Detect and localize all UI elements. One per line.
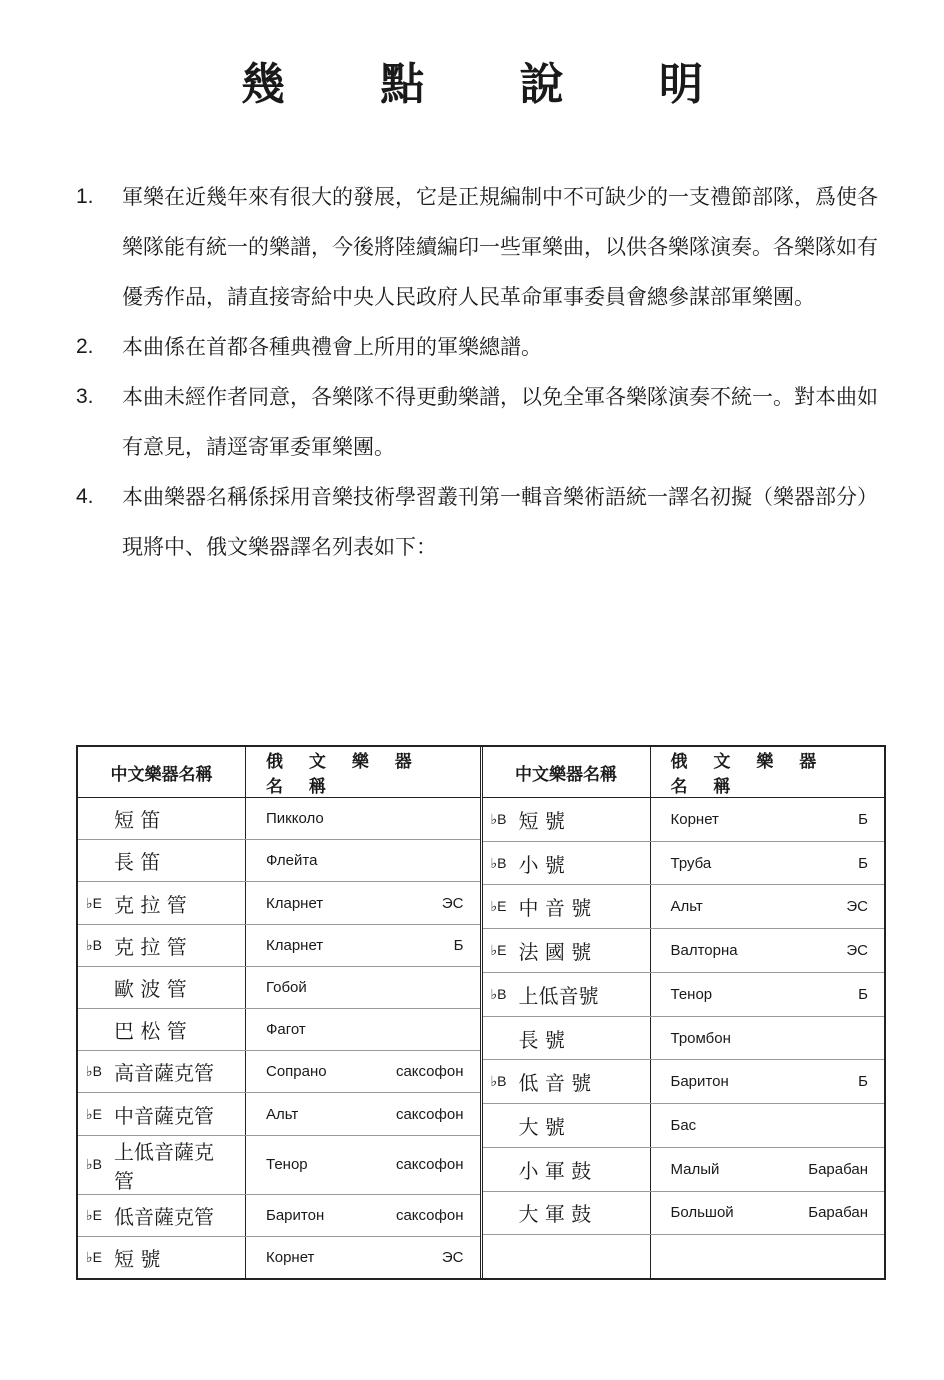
chinese-instrument-name: 法 國 號 bbox=[518, 940, 592, 965]
chinese-instrument-name: 小 軍 鼓 bbox=[518, 1158, 592, 1183]
key-label: ♭B bbox=[86, 936, 102, 953]
russian-instrument-cell bbox=[246, 967, 480, 1008]
note-number: 3. bbox=[76, 385, 94, 408]
russian-instrument-name: Корнет bbox=[670, 810, 719, 828]
chinese-instrument-name: 中音薩克管 bbox=[114, 1103, 214, 1128]
russian-instrument-cell bbox=[651, 929, 885, 972]
chinese-instrument-cell bbox=[483, 929, 651, 972]
key-label: ♭B bbox=[490, 1073, 507, 1090]
table-row bbox=[483, 1104, 885, 1148]
russian-instrument-cell bbox=[246, 1051, 480, 1092]
note-text: 軍樂在近幾年來有很大的發展，它是正規編制中不可缺少的一支禮節部隊，爲使各樂隊能有統一的樂譜，今後將陸續編印一些軍樂曲，以供各樂隊演奏。各樂隊如有優秀作品，請直接寄給中央人民政府人民革命軍事委員會總參謀部軍樂團。 bbox=[122, 185, 878, 309]
table-row bbox=[78, 1009, 480, 1051]
russian-instrument-name: Кларнет bbox=[266, 936, 324, 954]
note-item bbox=[70, 472, 890, 572]
russian-instrument-qualifier: саксофон bbox=[395, 1105, 464, 1123]
table-header-row bbox=[78, 747, 480, 798]
table-row bbox=[78, 1093, 480, 1135]
chinese-instrument-cell bbox=[78, 882, 246, 923]
russian-instrument-name: Бас bbox=[670, 1117, 697, 1134]
note-text: 本曲未經作者同意，各樂隊不得更動樂譜，以免全軍各樂隊演奏不統一。對本曲如有意見，請逕寄軍委軍樂團。 bbox=[122, 385, 878, 459]
table-left-half bbox=[78, 747, 483, 1278]
table-row bbox=[78, 798, 480, 840]
chinese-instrument-name: 高音薩克管 bbox=[114, 1061, 214, 1086]
russian-instrument-qualifier: саксофон bbox=[395, 1156, 464, 1174]
chinese-instrument-cell bbox=[483, 1148, 651, 1191]
key-label: ♭B bbox=[490, 854, 507, 871]
russian-instrument-cell bbox=[246, 1136, 480, 1194]
chinese-instrument-name: 大 軍 鼓 bbox=[518, 1202, 592, 1227]
header-chinese-name: 中文樂器名稱 bbox=[78, 747, 246, 797]
chinese-instrument-cell bbox=[78, 840, 246, 881]
russian-instrument-qualifier: Барабан bbox=[808, 1204, 868, 1222]
note-number: 4. bbox=[76, 485, 94, 508]
note-text: 本曲樂器名稱係採用音樂技術學習叢刊第一輯音樂術語統一譯名初擬（樂器部分）現將中、俄文樂器譯名列表如下： bbox=[122, 485, 878, 559]
table-row bbox=[483, 885, 885, 929]
russian-instrument-cell bbox=[246, 1009, 480, 1050]
key-label: ♭E bbox=[86, 1105, 102, 1122]
russian-instrument-cell bbox=[246, 925, 480, 966]
chinese-instrument-cell bbox=[483, 1192, 651, 1235]
russian-instrument-name: Труба bbox=[670, 854, 712, 872]
russian-instrument-cell bbox=[246, 798, 480, 839]
header-chinese-name: 中文樂器名稱 bbox=[483, 747, 651, 797]
table-row bbox=[483, 1148, 885, 1192]
russian-instrument-cell bbox=[246, 882, 480, 923]
chinese-instrument-cell bbox=[483, 842, 651, 885]
russian-instrument-cell bbox=[246, 840, 480, 881]
header-russian-name: 俄 文 樂 器 名 稱 bbox=[670, 752, 827, 797]
table-row bbox=[78, 1136, 480, 1195]
russian-instrument-cell bbox=[651, 842, 885, 885]
chinese-instrument-name: 歐 波 管 bbox=[114, 976, 187, 1001]
russian-instrument-cell bbox=[246, 1093, 480, 1134]
russian-instrument-qualifier: ЭС bbox=[441, 1248, 464, 1266]
key-label: ♭E bbox=[86, 1206, 102, 1223]
note-number: 1. bbox=[76, 185, 94, 208]
chinese-instrument-name: 巴 松 管 bbox=[114, 1019, 187, 1044]
russian-instrument-qualifier: саксофон bbox=[395, 1206, 464, 1224]
russian-instrument-name: Тенор bbox=[670, 985, 713, 1003]
chinese-instrument-name: 短 號 bbox=[518, 808, 565, 833]
note-text: 本曲係在首都各種典禮會上所用的軍樂總譜。 bbox=[122, 335, 542, 359]
page-title: 幾 點 說 明 bbox=[241, 59, 743, 110]
chinese-instrument-name: 長 號 bbox=[518, 1027, 565, 1052]
russian-instrument-cell bbox=[651, 973, 885, 1016]
key-label: ♭B bbox=[490, 985, 507, 1002]
russian-instrument-cell bbox=[651, 885, 885, 928]
chinese-instrument-name: 短 笛 bbox=[114, 808, 161, 833]
instrument-table bbox=[76, 745, 886, 1280]
russian-instrument-qualifier: ЭС bbox=[846, 942, 868, 960]
chinese-instrument-cell bbox=[483, 798, 651, 841]
chinese-instrument-name: 中 音 號 bbox=[518, 896, 592, 921]
russian-instrument-qualifier: Б bbox=[858, 854, 868, 872]
chinese-instrument-cell bbox=[78, 1195, 246, 1236]
chinese-instrument-cell bbox=[483, 1235, 651, 1278]
chinese-instrument-name: 上低音號 bbox=[518, 983, 599, 1008]
table-row bbox=[78, 1195, 480, 1237]
chinese-instrument-cell bbox=[483, 973, 651, 1016]
table-row bbox=[483, 1060, 885, 1104]
russian-instrument-cell bbox=[651, 1148, 885, 1191]
russian-instrument-name: Малый bbox=[670, 1160, 720, 1178]
note-item bbox=[70, 322, 890, 372]
chinese-instrument-name: 上低音薩克管 bbox=[114, 1139, 214, 1193]
key-label: ♭B bbox=[86, 1156, 102, 1173]
russian-instrument-qualifier: саксофон bbox=[395, 1063, 464, 1081]
note-item bbox=[70, 172, 890, 322]
russian-instrument-cell bbox=[651, 798, 885, 841]
table-row bbox=[483, 1192, 885, 1236]
russian-instrument-name: Альт bbox=[266, 1105, 299, 1123]
russian-instrument-cell bbox=[651, 1104, 885, 1147]
key-label: ♭E bbox=[86, 894, 102, 911]
chinese-instrument-cell bbox=[78, 1009, 246, 1050]
table-row bbox=[483, 929, 885, 973]
table-header-row bbox=[483, 747, 885, 798]
chinese-instrument-cell bbox=[78, 1136, 246, 1194]
table-row bbox=[78, 840, 480, 882]
table-row bbox=[78, 1051, 480, 1093]
chinese-instrument-name: 克 拉 管 bbox=[114, 934, 187, 959]
russian-instrument-cell bbox=[246, 1237, 480, 1278]
russian-instrument-qualifier: Барабан bbox=[808, 1160, 868, 1178]
table-row bbox=[78, 1237, 480, 1278]
header-russian-name: 俄 文 樂 器 名 稱 bbox=[266, 752, 422, 797]
russian-instrument-name: Пикколо bbox=[266, 810, 324, 828]
russian-instrument-name: Сопрано bbox=[266, 1063, 327, 1081]
chinese-instrument-name: 低 音 號 bbox=[518, 1071, 592, 1096]
table-row bbox=[483, 1235, 885, 1278]
table-row bbox=[483, 798, 885, 842]
table-right-half bbox=[483, 747, 885, 1278]
table-row bbox=[483, 973, 885, 1017]
chinese-instrument-cell bbox=[78, 798, 246, 839]
russian-instrument-name: Тромбон bbox=[670, 1029, 731, 1047]
russian-instrument-qualifier: ЭС bbox=[846, 898, 868, 916]
key-label: ♭E bbox=[86, 1248, 102, 1265]
russian-instrument-qualifier: ЭС bbox=[441, 894, 464, 912]
russian-instrument-name: Фагот bbox=[266, 1021, 306, 1039]
chinese-instrument-name: 低音薩克管 bbox=[114, 1204, 214, 1229]
note-item bbox=[70, 372, 890, 472]
russian-instrument-cell bbox=[651, 1192, 885, 1235]
chinese-instrument-name: 克 拉 管 bbox=[114, 892, 187, 917]
russian-instrument-name: Корнет bbox=[266, 1248, 315, 1266]
key-label: ♭E bbox=[490, 942, 507, 959]
russian-instrument-name: Кларнет bbox=[266, 894, 324, 912]
chinese-instrument-name: 小 號 bbox=[518, 852, 565, 877]
chinese-instrument-cell bbox=[483, 1017, 651, 1060]
chinese-instrument-cell bbox=[78, 925, 246, 966]
chinese-instrument-cell bbox=[78, 1093, 246, 1134]
table-row bbox=[483, 1017, 885, 1061]
russian-instrument-name: Баритон bbox=[266, 1206, 325, 1224]
chinese-instrument-cell bbox=[483, 1060, 651, 1103]
russian-instrument-qualifier: Б bbox=[858, 1073, 868, 1091]
chinese-instrument-cell bbox=[78, 967, 246, 1008]
russian-instrument-name: Гобой bbox=[266, 978, 307, 996]
chinese-instrument-cell bbox=[483, 1104, 651, 1147]
table-row bbox=[78, 967, 480, 1009]
chinese-instrument-name: 長 笛 bbox=[114, 850, 161, 875]
russian-instrument-name: Большой bbox=[670, 1204, 734, 1222]
key-label: ♭E bbox=[490, 898, 507, 915]
russian-instrument-name: Альт bbox=[670, 898, 703, 916]
russian-instrument-name: Флейта bbox=[266, 852, 318, 870]
table-row bbox=[78, 882, 480, 924]
chinese-instrument-cell bbox=[78, 1051, 246, 1092]
russian-instrument-name: Тенор bbox=[266, 1156, 308, 1174]
chinese-instrument-name: 大 號 bbox=[518, 1115, 565, 1139]
chinese-instrument-cell bbox=[483, 885, 651, 928]
russian-instrument-qualifier: Б bbox=[858, 810, 868, 828]
table-row bbox=[78, 925, 480, 967]
russian-instrument-name: Баритон bbox=[670, 1073, 729, 1091]
chinese-instrument-cell bbox=[78, 1237, 246, 1278]
notes-list bbox=[70, 172, 890, 572]
russian-instrument-cell bbox=[651, 1060, 885, 1103]
russian-instrument-cell bbox=[651, 1017, 885, 1060]
chinese-instrument-name: 短 號 bbox=[114, 1246, 161, 1271]
key-label: ♭B bbox=[86, 1063, 102, 1080]
table-row bbox=[483, 842, 885, 886]
note-number: 2. bbox=[76, 335, 94, 358]
russian-instrument-cell bbox=[651, 1235, 885, 1278]
russian-instrument-qualifier: Б bbox=[858, 985, 868, 1003]
russian-instrument-qualifier: Б bbox=[453, 936, 464, 954]
russian-instrument-cell bbox=[246, 1195, 480, 1236]
russian-instrument-name: Валторна bbox=[670, 942, 738, 960]
key-label: ♭B bbox=[490, 810, 507, 827]
